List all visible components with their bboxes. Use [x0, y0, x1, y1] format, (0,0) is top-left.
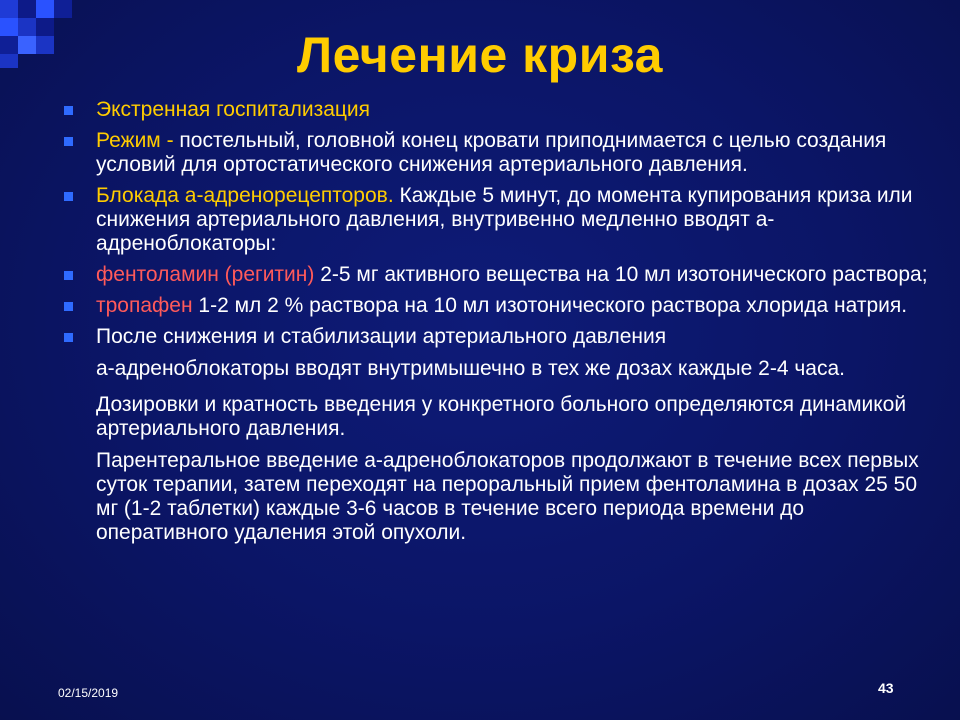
paragraph-dosage: Дозировки и кратность введения у конкретного больного определяются динамикой артериального давления.	[96, 393, 907, 440]
bullet-item-regime	[64, 129, 934, 177]
drug-name-text: фентоламин (регитин)	[96, 263, 315, 286]
body-text: Каждые 5 минут, до момента купирования криза или снижения артериального давления, внутривенно медленно вводят а-адреноблокаторы:	[96, 184, 913, 255]
square-bullet-icon	[64, 106, 73, 115]
slide-date: 02/15/2019	[58, 686, 119, 700]
square-bullet-icon	[64, 271, 73, 280]
bullet-item-blockade	[64, 184, 934, 256]
deco-square	[36, 0, 54, 18]
drug-name-text: тропафен	[96, 294, 193, 317]
bullet-item-tropafen	[64, 294, 934, 318]
bullet-item-hospitalization	[64, 98, 934, 122]
paragraph-parenteral: Парентеральное введение а-адреноблокаторов продолжают в течение всех первых суток терапии, затем переходят на пероральный прием фентоламина в дозах 25 50 мг (1-2 таблетки) каждые 3-6 часов в течение всего периода времени до оперативного удаления этой опухоли.	[96, 449, 919, 544]
square-bullet-icon	[64, 192, 73, 201]
body-text: 2-5 мг активного вещества на 10 мл изотонического раствора;	[314, 263, 928, 286]
slide-content	[64, 98, 934, 552]
body-text: постельный, головной конец кровати приподнимается с целью создания условий для ортостатического снижения артериального давления.	[96, 129, 887, 176]
bullet-item-phentolamine	[64, 263, 934, 287]
highlight-text: Блокада а-адренорецепторов.	[96, 184, 394, 207]
square-bullet-icon	[64, 333, 73, 342]
body-text: После снижения и стабилизации артериального давления	[96, 325, 667, 348]
square-bullet-icon	[64, 302, 73, 311]
slide-title: Лечение криза	[297, 27, 663, 83]
deco-square	[54, 0, 72, 18]
page-number: 43	[878, 680, 894, 696]
highlight-text: Экстренная госпитализация	[96, 98, 371, 121]
square-bullet-icon	[64, 137, 73, 146]
deco-square	[18, 0, 36, 18]
highlight-text: Режим -	[96, 129, 180, 152]
bullet-item-after-stabilization	[64, 325, 934, 381]
body-text: 1-2 мл 2 % раствора на 10 мл изотонического раствора хлорида натрия.	[192, 294, 908, 317]
body-text: а-адреноблокаторы вводят внутримышечно в тех же дозах каждые 2-4 часа.	[96, 357, 845, 380]
deco-square	[0, 0, 18, 18]
